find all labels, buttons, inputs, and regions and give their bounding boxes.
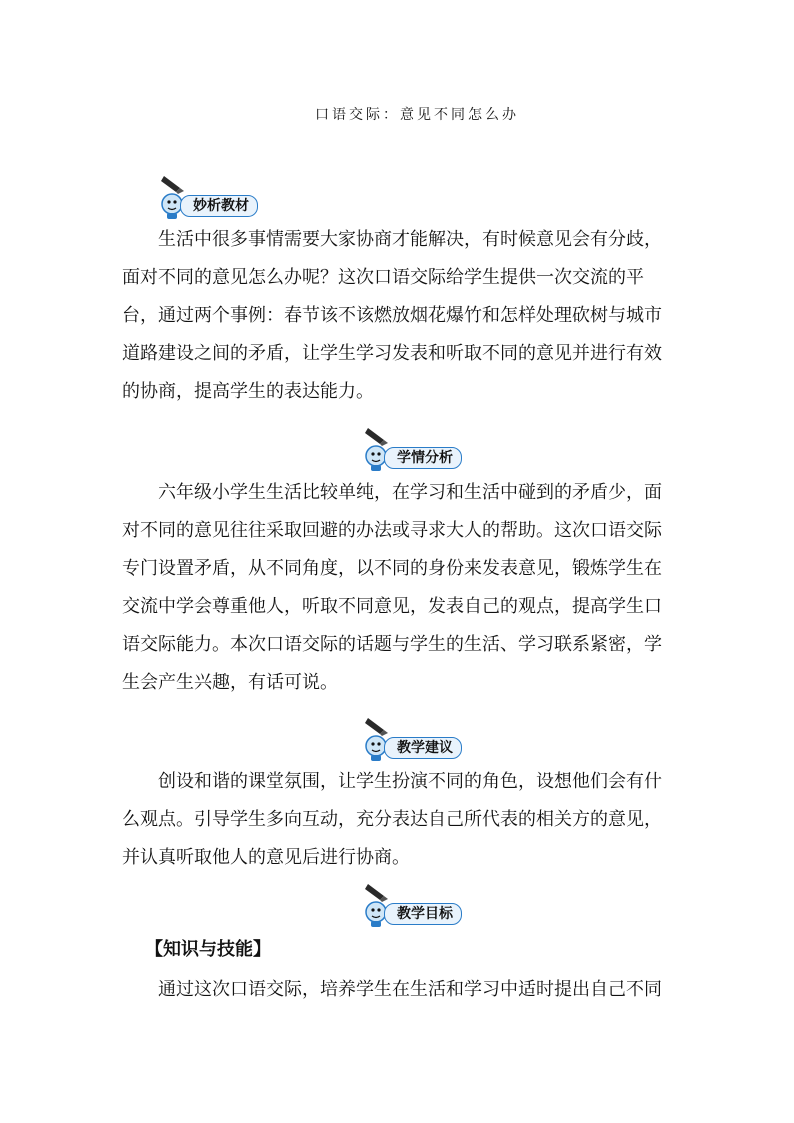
section-paragraph	[122, 221, 677, 411]
paragraph-line: 么观点。引导学生多向互动，充分表达自己所代表的相关方的意见，	[122, 809, 662, 830]
paragraph-line: 生活中很多事情需要大家协商才能解决，有时候意见会有分歧，	[158, 229, 662, 250]
paragraph-line: 面对不同的意见怎么办呢？这次口语交际给学生提供一次交流的平	[122, 267, 644, 288]
section-paragraph	[122, 763, 677, 877]
paragraph-line: 六年级小学生生活比较单纯，在学习和生活中碰到的矛盾少，面	[158, 482, 662, 503]
badge-label: 教学目标	[384, 903, 462, 925]
paragraph-line: 并认真听取他人的意见后进行协商。	[122, 847, 410, 868]
page-title: 口语交际：意见不同怎么办	[315, 107, 519, 123]
paragraph-line: 通过这次口语交际，培养学生在生活和学习中适时提出自己不同	[158, 979, 662, 1000]
badge-label: 妙析教材	[180, 195, 258, 217]
section-paragraph	[122, 474, 677, 702]
paragraph-line: 的协商，提高学生的表达能力。	[122, 381, 374, 402]
paragraph-line: 创设和谐的课堂氛围，让学生扮演不同的角色，设想他们会有什	[158, 771, 662, 792]
subheading-knowledge-skills: 【知识与技能】	[145, 939, 271, 960]
paragraph-line: 交流中学会尊重他人，听取不同意见，发表自己的观点，提高学生口	[122, 596, 662, 617]
paragraph-line: 对不同的意见往往采取回避的办法或寻求大人的帮助。这次口语交际	[122, 520, 662, 541]
paragraph-line: 台，通过两个事例：春节该不该燃放烟花爆竹和怎样处理砍树与城市	[122, 305, 662, 326]
section-paragraph	[122, 971, 677, 1009]
badge-label: 教学建议	[384, 737, 462, 759]
paragraph-line: 道路建设之间的矛盾，让学生学习发表和听取不同的意见并进行有效	[122, 343, 662, 364]
paragraph-line: 生会产生兴趣，有话可说。	[122, 672, 338, 693]
badge-label: 学情分析	[384, 447, 462, 469]
paragraph-line: 专门设置矛盾，从不同角度，以不同的身份来发表意见，锻炼学生在	[122, 558, 662, 579]
paragraph-line: 语交际能力。本次口语交际的话题与学生的生活、学习联系紧密，学	[122, 634, 662, 655]
